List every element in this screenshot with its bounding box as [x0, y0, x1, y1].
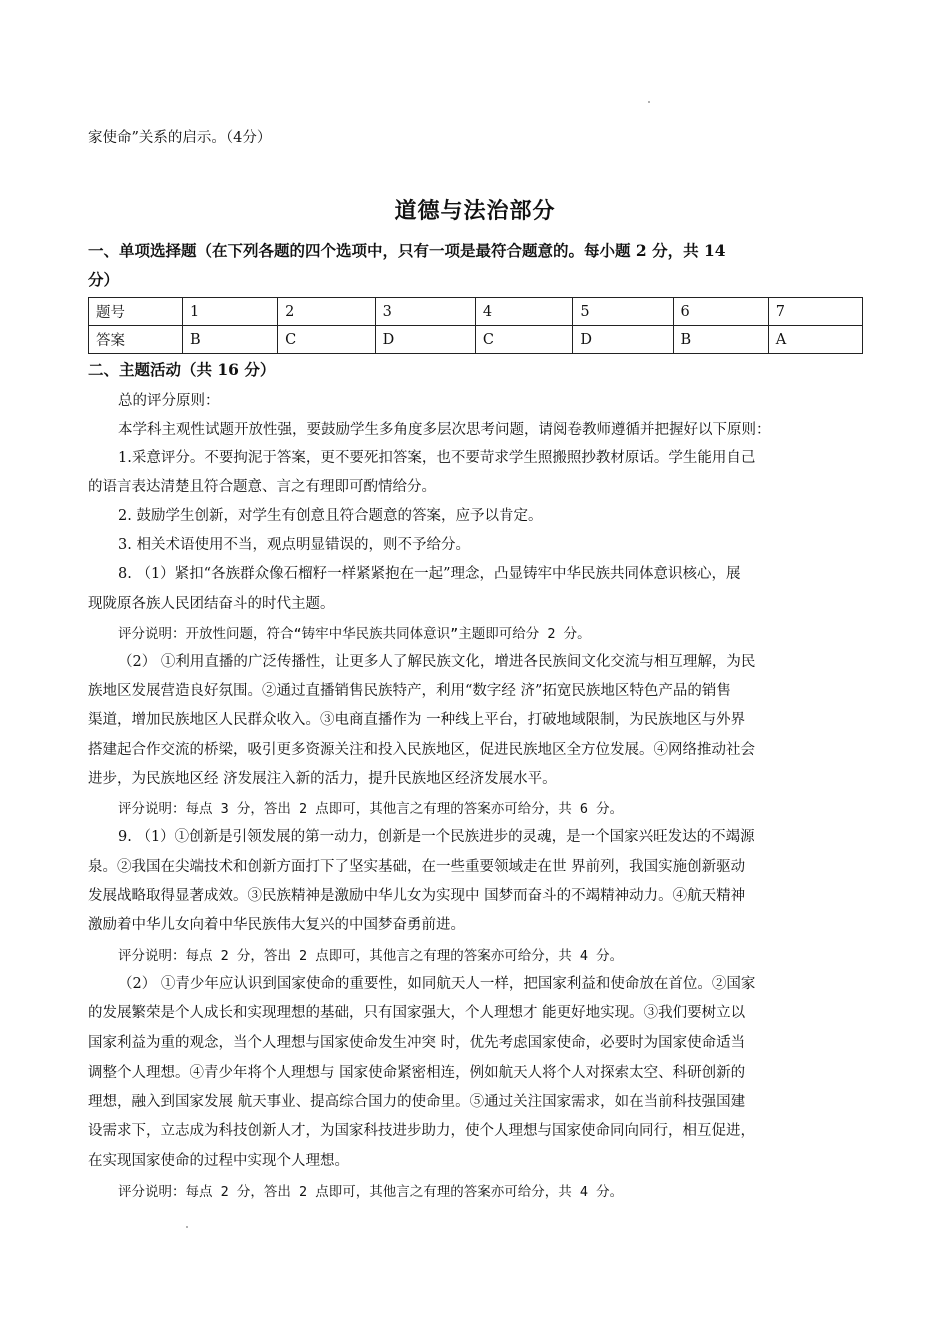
- scoring-note: 评分说明：每点 2 分，答出 2 点即可，其他言之有理的答案亦可给分，共 4 分。: [118, 948, 624, 964]
- text-line: 泉。②我国在尖端技术和创新方面打下了坚实基础，在一些重要领域走在世 界前列，我国实施创新驱动: [88, 859, 746, 875]
- scoring-note: 评分说明：每点 2 分，答出 2 点即可，其他言之有理的答案亦可给分，共 4 分。: [118, 1184, 624, 1200]
- text-line: 族地区发展营造良好氛围。②通过直播销售民族特产，利用“数字经 济”拓宽民族地区特色产品的销售: [88, 683, 731, 699]
- table-row: [89, 298, 863, 326]
- table-cell: C: [475, 326, 572, 354]
- scan-dot: [186, 1226, 188, 1228]
- text-line: 发展战略取得显著成效。③民族精神是激励中华儿女为实现中 国梦而奋斗的不竭精神动力。④航天精神: [88, 888, 746, 904]
- table-cell: D: [573, 326, 673, 354]
- text-line: （2） ①利用直播的广泛传播性，让更多人了解民族文化，增进各民族间文化交流与相互理解，为民: [118, 654, 756, 670]
- table-row: [89, 326, 863, 354]
- previous-question-tail: 家使命”关系的启示。（4分）: [88, 130, 272, 146]
- text-line: 国家利益为重的观念，当个人理想与国家使命发生冲突 时，优先考虑国家使命，必要时为国家使命适当: [88, 1035, 746, 1051]
- text-line: 本学科主观性试题开放性强，要鼓励学生多角度多层次思考问题，请阅卷教师遵循并把握好以下原则：: [118, 422, 771, 438]
- section1-heading-cont: 分）: [88, 270, 120, 289]
- table-cell: 6: [673, 298, 768, 326]
- text-line: 渠道，增加民族地区人民群众收入。③电商直播作为 一种线上平台，打破地域限制，为民族地区与外界: [88, 712, 746, 728]
- text-line: 2. 鼓励学生创新，对学生有创意且符合题意的答案，应予以肯定。: [118, 508, 543, 524]
- text-line: 3. 相关术语使用不当，观点明显错误的，则不予给分。: [118, 537, 470, 553]
- table-cell: 1: [183, 298, 278, 326]
- scoring-note: 评分说明：每点 3 分，答出 2 点即可，其他言之有理的答案亦可给分，共 6 分。: [118, 801, 624, 817]
- table-cell: A: [768, 326, 862, 354]
- section2-heading: 二、主题活动（共 16 分）: [88, 360, 276, 379]
- table-cell: B: [183, 326, 278, 354]
- table-cell: B: [673, 326, 768, 354]
- scan-dot: [648, 101, 650, 103]
- text-line: 的发展繁荣是个人成长和实现理想的基础，只有国家强大，个人理想才 能更好地实现。③我们要树立以: [88, 1005, 746, 1021]
- text-line: 的语言表达清楚且符合题意、言之有理即可酌情给分。: [88, 479, 436, 495]
- text-line: 1.采意评分。不要拘泥于答案，更不要死扣答案，也不要苛求学生照搬照抄教材原话。学生能用自己: [118, 450, 756, 466]
- text-line: 9. （1）①创新是引领发展的第一动力，创新是一个民族进步的灵魂，是一个国家兴旺发达的不竭源: [118, 829, 755, 845]
- text-line: 设需求下，立志成为科技创新人才，为国家科技进步助力，使个人理想与国家使命同向同行，相互促进，: [88, 1123, 755, 1139]
- answer-table: [88, 297, 863, 354]
- table-cell: D: [375, 326, 475, 354]
- text-line: 搭建起合作交流的桥梁，吸引更多资源关注和投入民族地区，促进民族地区全方位发展。④网络推动社会: [88, 742, 755, 758]
- table-cell: C: [278, 326, 375, 354]
- row-label: 题号: [89, 298, 183, 326]
- text-line: 激励着中华儿女向着中华民族伟大复兴的中国梦奋勇前进。: [88, 917, 465, 933]
- section-title: 道德与法治部分: [394, 198, 556, 224]
- table-cell: 4: [475, 298, 572, 326]
- table-cell: 2: [278, 298, 375, 326]
- row-label: 答案: [89, 326, 183, 354]
- table-cell: 5: [573, 298, 673, 326]
- scoring-note: 评分说明：开放性问题，符合“铸牢中华民族共同体意识”主题即可给分 2 分。: [118, 626, 591, 642]
- table-cell: 7: [768, 298, 862, 326]
- text-line: 现陇原各族人民团结奋斗的时代主题。: [88, 596, 335, 612]
- text-line: 在实现国家使命的过程中实现个人理想。: [88, 1153, 349, 1169]
- section1-heading: 一、单项选择题（在下列各题的四个选项中，只有一项是最符合题意的。每小题 2 分，共 14: [88, 241, 726, 260]
- text-line: 理想，融入到国家发展 航天事业、提高综合国力的使命里。⑤通过关注国家需求，如在当前科技强国建: [88, 1094, 746, 1110]
- text-line: 进步，为民族地区经 济发展注入新的活力，提升民族地区经济发展水平。: [88, 771, 557, 787]
- text-line: 8. （1）紧扣“各族群众像石榴籽一样紧紧抱在一起”理念，凸显铸牢中华民族共同体意识核心，展: [118, 566, 741, 582]
- text-line: 总的评分原则：: [118, 393, 220, 409]
- text-line: 调整个人理想。④青少年将个人理想与 国家使命紧密相连，例如航天人将个人对探索太空、科研创新的: [88, 1065, 746, 1081]
- table-cell: 3: [375, 298, 475, 326]
- text-line: （2） ①青少年应认识到国家使命的重要性，如同航天人一样，把国家利益和使命放在首位。②国家: [118, 976, 756, 992]
